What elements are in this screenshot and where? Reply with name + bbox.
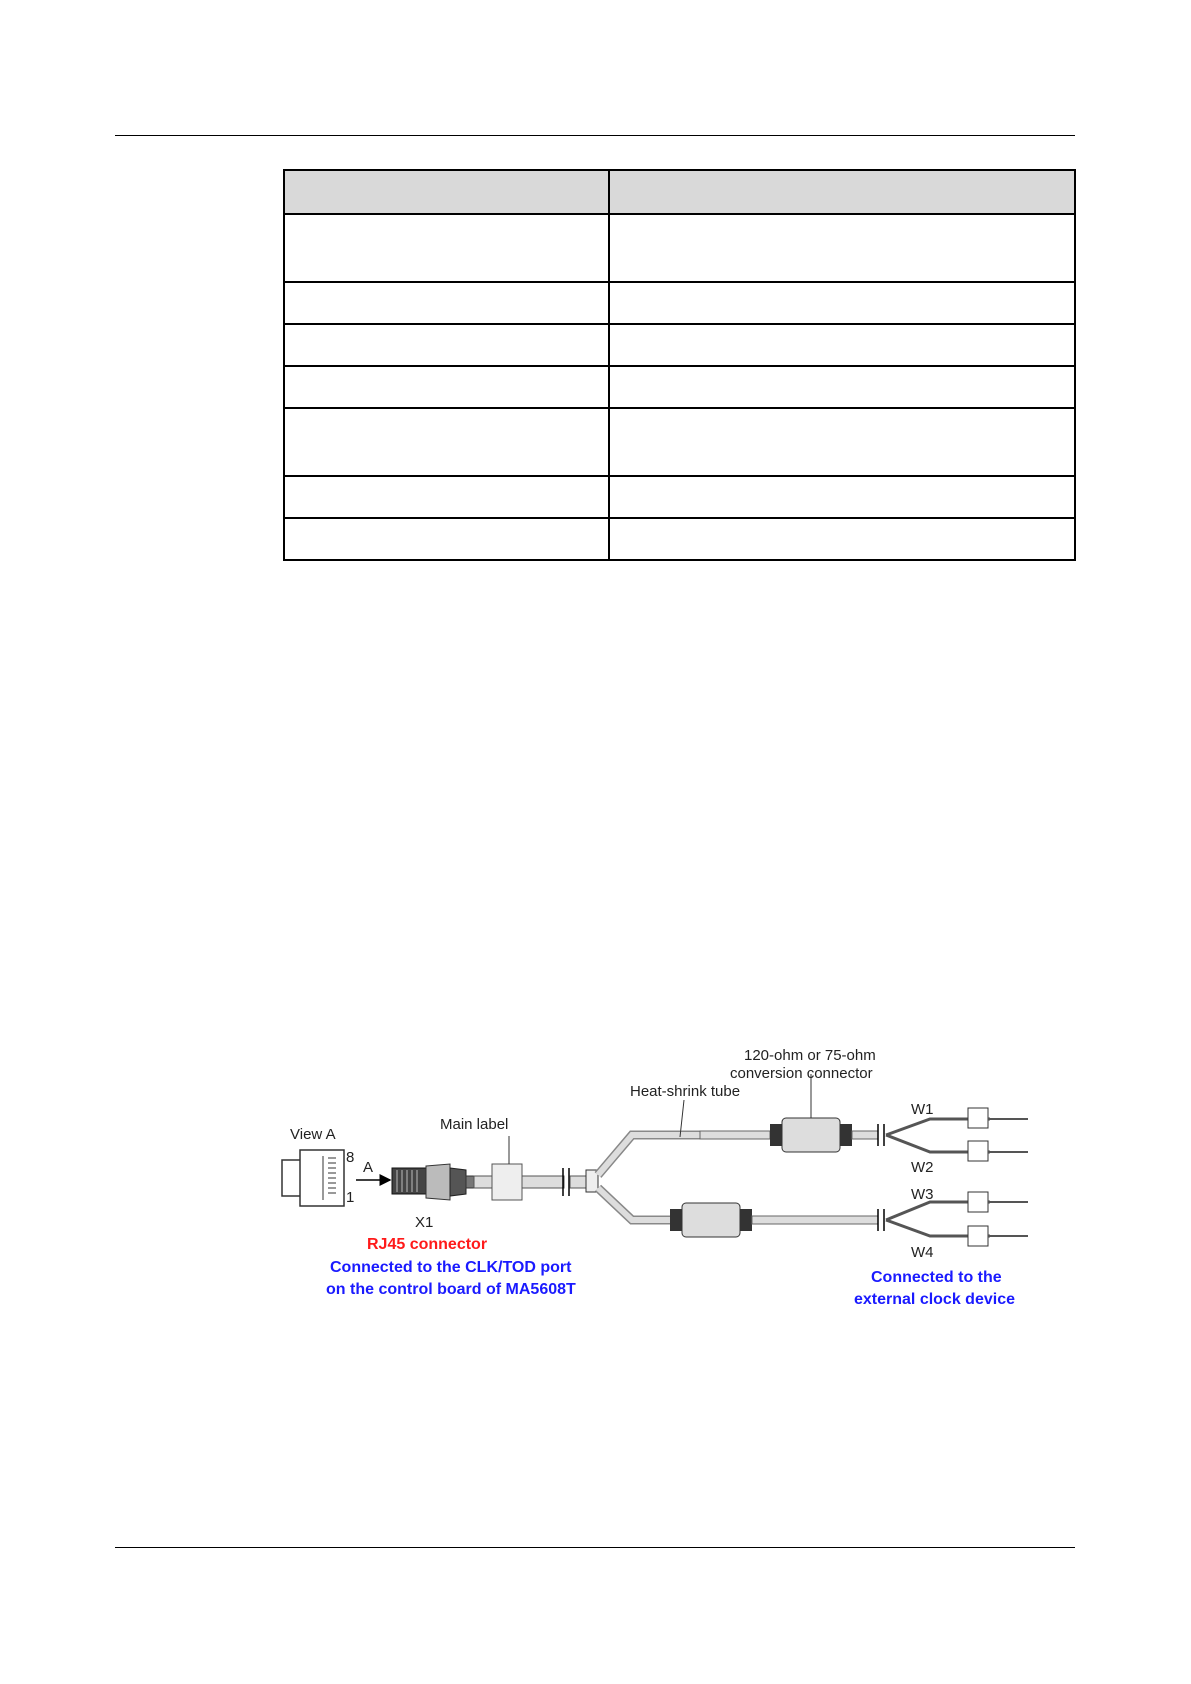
table-header-cell	[284, 170, 609, 214]
table-row	[284, 214, 1075, 282]
w3-label: W3	[911, 1186, 934, 1203]
w2-label: W2	[911, 1159, 934, 1176]
table-cell	[284, 324, 609, 366]
table-cell	[284, 476, 609, 518]
table-cell	[284, 282, 609, 324]
w3-label-tag	[968, 1192, 988, 1212]
x1-label: X1	[415, 1214, 434, 1231]
table-cell	[609, 366, 1075, 408]
spec-table	[283, 169, 1076, 561]
table-row	[284, 518, 1075, 560]
table-cell	[609, 408, 1075, 476]
cable-diagram-svg	[270, 1040, 1080, 1330]
view-a-label: View A	[290, 1126, 336, 1143]
header-rule	[115, 135, 1075, 136]
table-row	[284, 476, 1075, 518]
table-cell	[609, 476, 1075, 518]
main-label-tag	[492, 1164, 522, 1200]
conversion-connector-label-line1: 120-ohm or 75-ohm	[744, 1047, 876, 1064]
table-row	[284, 324, 1075, 366]
rj45-plug	[392, 1164, 474, 1200]
cable-diagram	[270, 1040, 1080, 1330]
heat-shrink-label: Heat-shrink tube	[630, 1083, 741, 1100]
table-cell	[284, 214, 609, 282]
table-header-row	[284, 170, 1075, 214]
table-row	[284, 366, 1075, 408]
table-row	[284, 408, 1075, 476]
left-note-line2: on the control board of MA5608T	[326, 1281, 576, 1298]
table-cell	[609, 282, 1075, 324]
table-cell	[609, 214, 1075, 282]
conversion-connector-label-line2: conversion connector	[730, 1065, 873, 1082]
w4-label-tag	[968, 1226, 988, 1246]
w1-label: W1	[911, 1101, 934, 1118]
rj45-connector-label: RJ45 connector	[367, 1236, 488, 1253]
table-cell	[609, 324, 1075, 366]
pin-1-label: 1	[346, 1189, 355, 1206]
table-cell	[284, 408, 609, 476]
left-note-line1: Connected to the CLK/TOD port	[330, 1259, 572, 1276]
table-row	[284, 282, 1075, 324]
view-a-connector	[282, 1150, 344, 1206]
w4-label: W4	[911, 1244, 934, 1261]
table-cell	[284, 518, 609, 560]
conversion-connector-upper	[770, 1118, 852, 1152]
table-header-cell	[609, 170, 1075, 214]
table-cell	[609, 518, 1075, 560]
conversion-connector-lower	[670, 1203, 752, 1237]
w1-label-tag	[968, 1108, 988, 1128]
main-label-text: Main label	[440, 1116, 509, 1133]
arrow-a-label: A	[363, 1159, 374, 1176]
footer-rule	[115, 1547, 1075, 1548]
pin-8-label: 8	[346, 1149, 355, 1166]
right-note-line2: external clock device	[854, 1291, 1015, 1308]
table-cell	[284, 366, 609, 408]
right-note-line1: Connected to the	[871, 1269, 1002, 1286]
w2-label-tag	[968, 1141, 988, 1161]
